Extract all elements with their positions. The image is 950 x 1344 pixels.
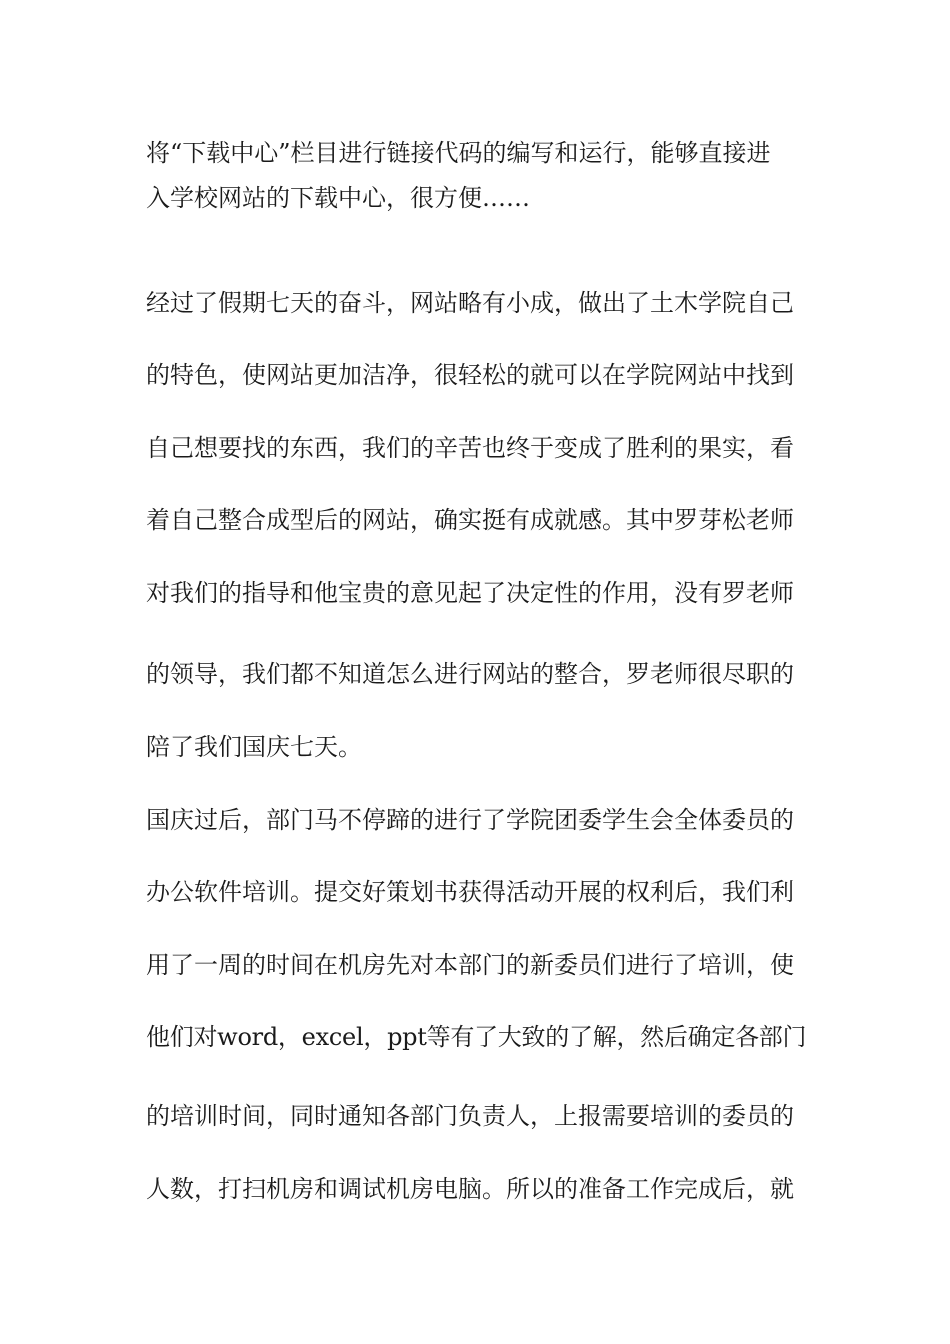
- text-line: 着自己整合成型后的网站，确实挺有成就感。其中罗芽松老师: [146, 506, 794, 534]
- text-line: 人数，打扫机房和调试机房电脑。所以的准备工作完成后，就: [146, 1175, 794, 1203]
- text-line: 将“下载中心”栏目进行链接代码的编写和运行，能够直接进: [146, 139, 771, 167]
- text-line: 的特色，使网站更加洁净，很轻松的就可以在学院网站中找到: [146, 361, 794, 389]
- text-line: 陪了我们国庆七天。: [146, 733, 362, 761]
- text-line: 国庆过后，部门马不停蹄的进行了学院团委学生会全体委员的: [146, 806, 794, 834]
- text-line: 他们对word，excel，ppt等有了大致的了解，然后确定各部门: [146, 1023, 807, 1051]
- text-line: 对我们的指导和他宝贵的意见起了决定性的作用，没有罗老师: [146, 579, 794, 607]
- text-line: 入学校网站的下载中心，很方便……: [146, 184, 530, 212]
- text-line: 的培训时间，同时通知各部门负责人，上报需要培训的委员的: [146, 1102, 794, 1130]
- text-line: 自己想要找的东西，我们的辛苦也终于变成了胜利的果实，看: [146, 434, 794, 462]
- text-line: 的领导，我们都不知道怎么进行网站的整合，罗老师很尽职的: [146, 660, 794, 688]
- text-line: 经过了假期七天的奋斗，网站略有小成，做出了土木学院自己: [146, 289, 794, 317]
- text-line: 办公软件培训。提交好策划书获得活动开展的权利后，我们利: [146, 878, 794, 906]
- text-line: 用了一周的时间在机房先对本部门的新委员们进行了培训，使: [146, 951, 794, 979]
